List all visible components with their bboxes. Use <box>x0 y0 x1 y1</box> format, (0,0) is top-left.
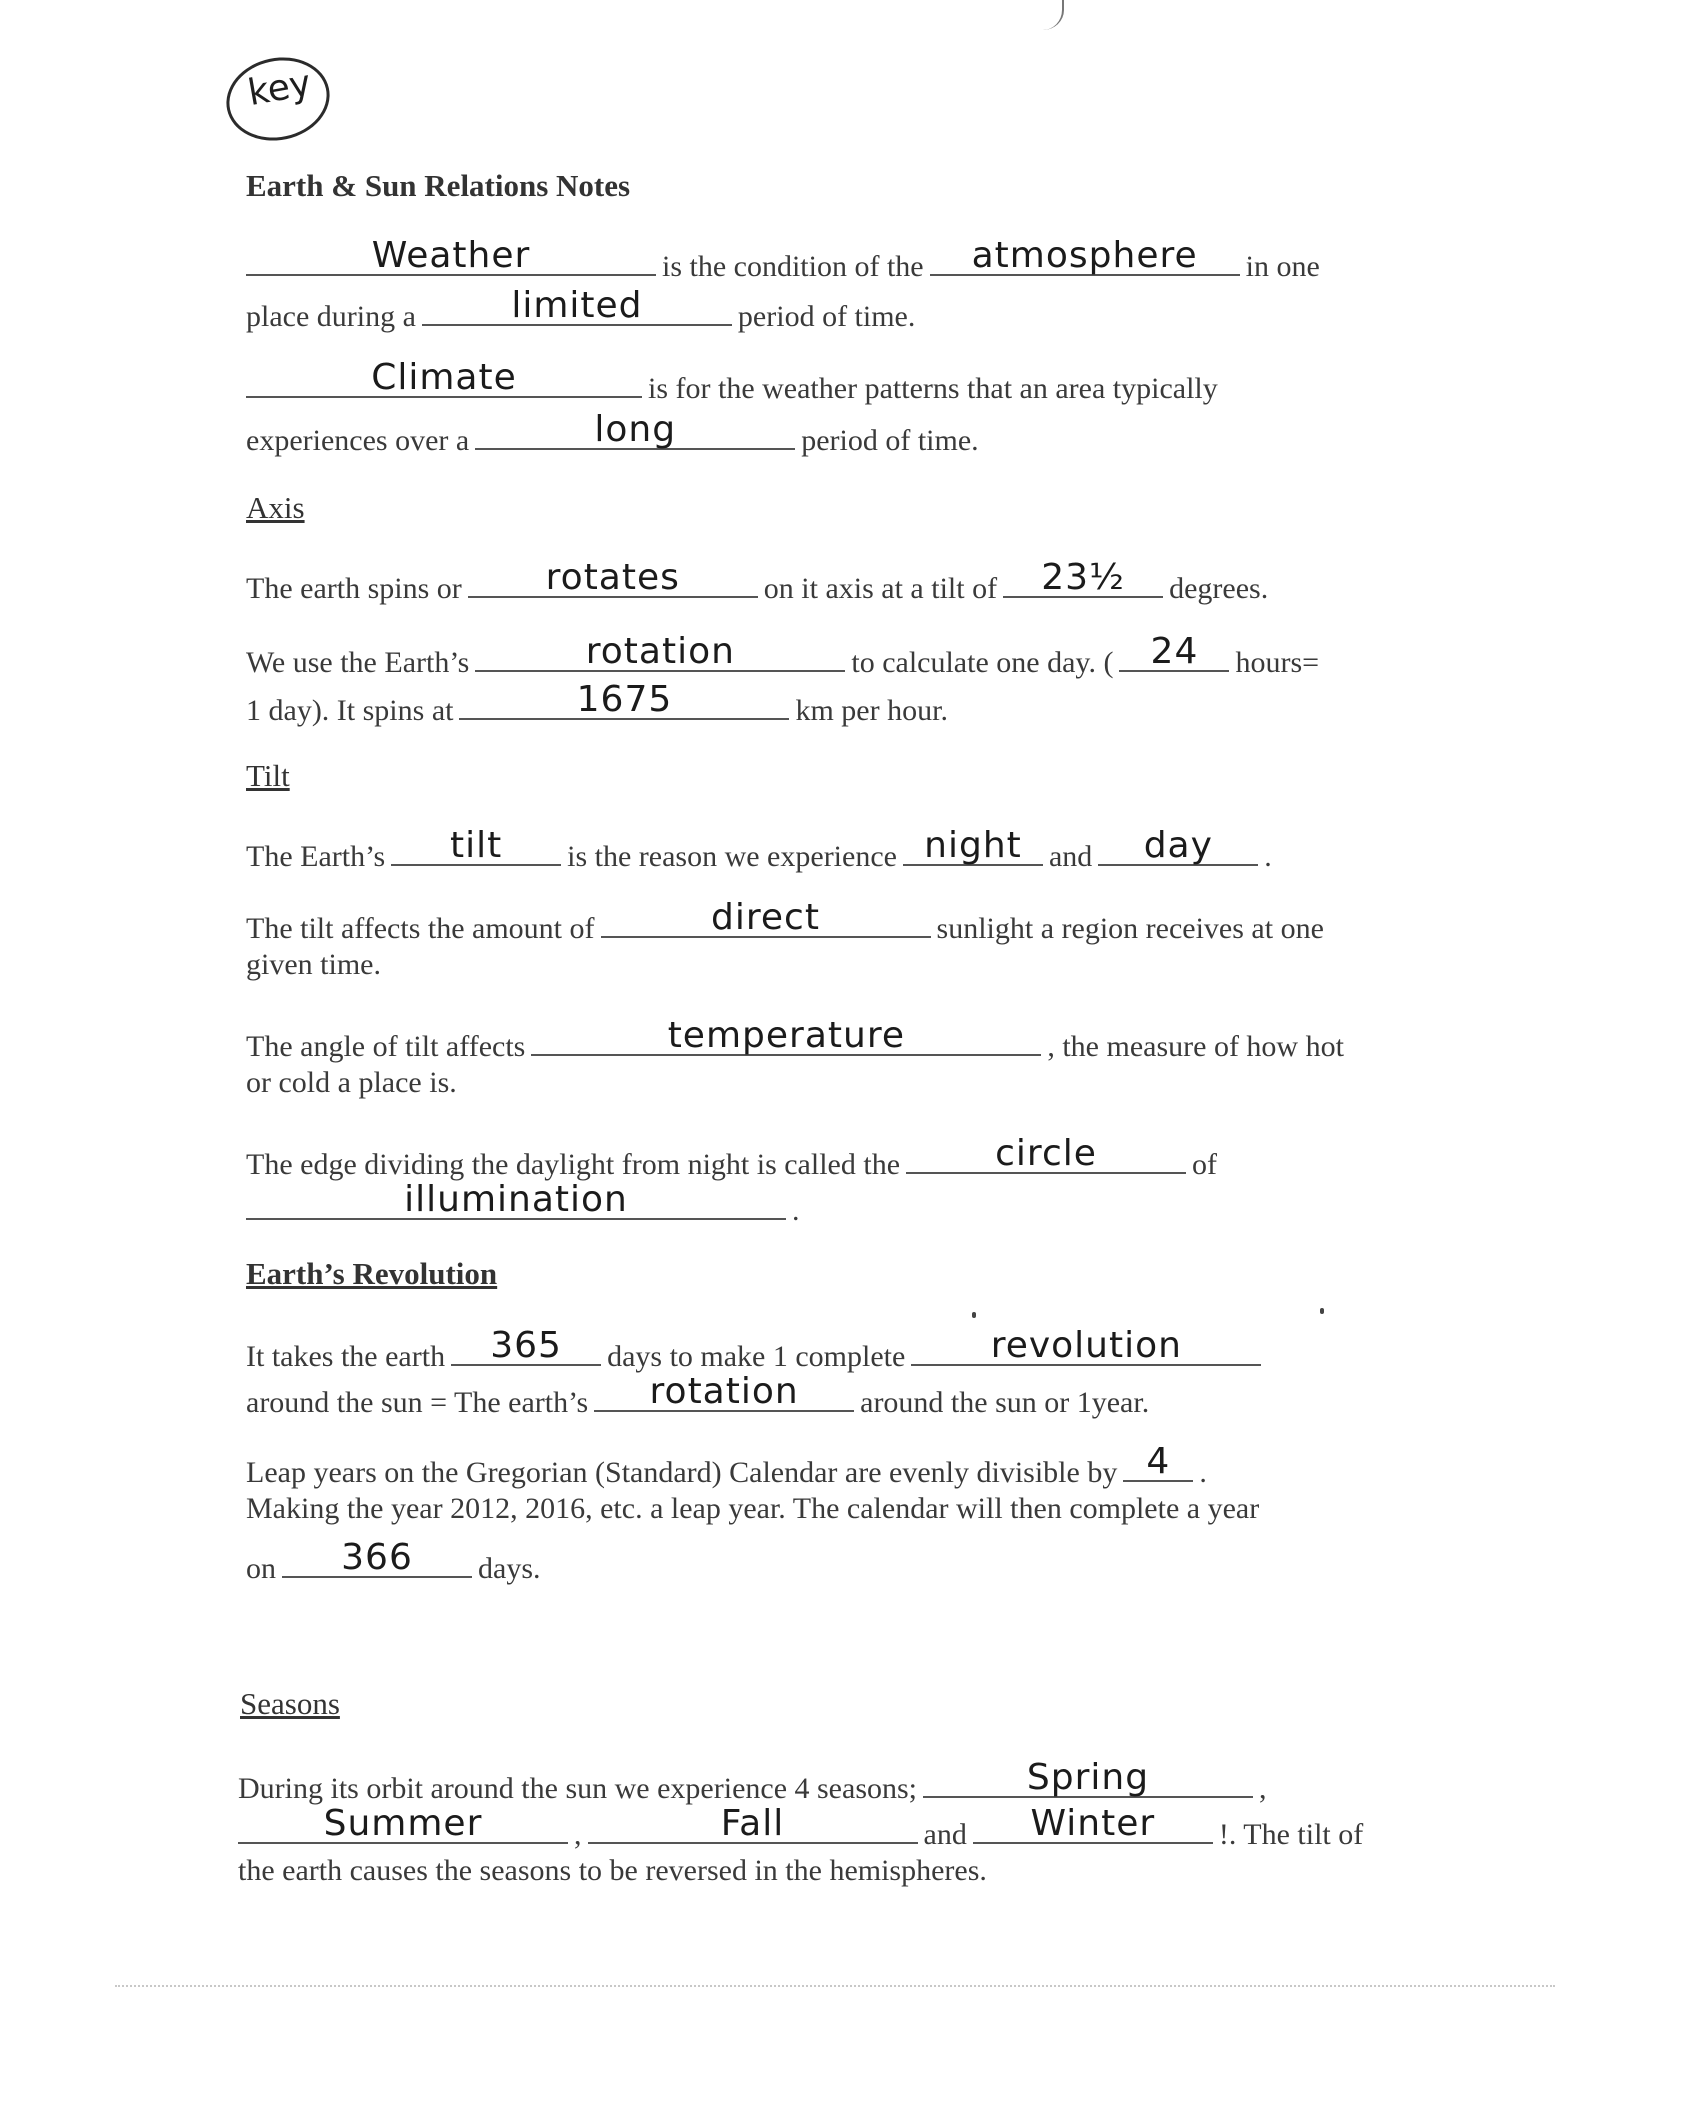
intro-text-4a: experiences over a <box>246 424 470 457</box>
answer-blank-spring[interactable] <box>923 1757 1253 1798</box>
answer-limited: limited <box>511 285 643 326</box>
axis-text-1c: degrees. <box>1169 572 1269 605</box>
axis-line-2 <box>246 631 1320 679</box>
answer-blank-winter[interactable] <box>973 1803 1213 1844</box>
axis-line-1 <box>246 557 1269 605</box>
heading-revolution: Earth’s Revolution <box>246 1256 498 1291</box>
scan-mark <box>1022 0 1064 30</box>
answer-climate: Climate <box>371 357 517 398</box>
axis-text-3a: 1 day). It spins at <box>246 694 454 727</box>
intro-text-2b: period of time. <box>737 300 916 333</box>
answer-day: day <box>1143 825 1213 866</box>
answer-blank-fall[interactable] <box>588 1803 918 1844</box>
axis-text-1a: The earth spins or <box>246 572 462 605</box>
intro-text-1b: in one <box>1245 250 1320 283</box>
answer-spring: Spring <box>1026 1757 1150 1798</box>
answer-speed: 1675 <box>576 679 673 720</box>
answer-winter: Winter <box>1030 1803 1156 1844</box>
tilt-line-7 <box>246 1179 800 1227</box>
answer-direct: direct <box>711 897 820 938</box>
seasons-text-1a: During its orbit around the sun we experience 4 seasons; <box>238 1772 917 1805</box>
answer-atmosphere: atmosphere <box>971 235 1198 276</box>
tilt-text-1c: and <box>1048 840 1093 873</box>
revolution-text-1b: days to make 1 complete <box>607 1340 906 1373</box>
answer-blank-hours[interactable] <box>1119 631 1229 672</box>
tilt-text-2a: The tilt affects the amount of <box>246 912 595 945</box>
intro-line-4 <box>246 409 979 457</box>
answer-blank-tilt[interactable] <box>391 825 561 866</box>
intro-line-2 <box>246 285 916 333</box>
worksheet-title: Earth & Sun Relations Notes <box>246 168 631 203</box>
revolution-text-2b: around the sun or 1year. <box>860 1386 1150 1419</box>
tilt-line-6 <box>246 1133 1218 1181</box>
answer-rotates: rotates <box>545 557 680 598</box>
seasons-text-2end: !. The tilt of <box>1218 1818 1364 1851</box>
seasons-line-1 <box>238 1757 1267 1805</box>
answer-blank-limited[interactable] <box>422 285 732 326</box>
answer-blank-rotation-day[interactable] <box>475 631 845 672</box>
answer-blank-tilt-degrees[interactable] <box>1003 557 1163 598</box>
tilt-text-6a: The edge dividing the daylight from night is called the <box>246 1148 901 1181</box>
answer-blank-weather[interactable] <box>246 235 656 276</box>
revolution-line-4: Making the year 2012, 2016, etc. a leap year. The calendar will then complete a year <box>246 1492 1260 1525</box>
answer-illumination: illumination <box>404 1179 628 1220</box>
answer-blank-speed[interactable] <box>459 679 789 720</box>
tilt-line-1 <box>246 825 1272 873</box>
intro-text-3a: is for the weather patterns that an area typically <box>648 372 1218 405</box>
tilt-text-1b: is the reason we experience <box>567 840 897 873</box>
axis-text-2a: We use the Earth’s <box>246 646 470 679</box>
answer-hours: 24 <box>1150 631 1199 672</box>
answer-tilt: tilt <box>450 825 503 866</box>
heading-seasons: Seasons <box>240 1686 340 1721</box>
answer-blank-climate[interactable] <box>246 357 642 398</box>
revolution-text-5b: days. <box>478 1552 541 1585</box>
answer-blank-circle[interactable] <box>906 1133 1186 1174</box>
tilt-line-3: given time. <box>246 948 381 981</box>
answer-circle: circle <box>995 1133 1097 1174</box>
answer-rotation-day: rotation <box>585 631 735 672</box>
revolution-line-1 <box>246 1325 1267 1373</box>
revolution-line-2 <box>246 1371 1150 1419</box>
revolution-text-1a: It takes the earth <box>246 1340 446 1373</box>
answer-blank-night[interactable] <box>903 825 1043 866</box>
answer-blank-rotation-year[interactable] <box>594 1371 854 1412</box>
tilt-line-5: or cold a place is. <box>246 1066 457 1099</box>
scan-speck <box>972 1312 976 1318</box>
answer-blank-divisor[interactable] <box>1123 1441 1193 1482</box>
tilt-text-7b: . <box>792 1194 800 1227</box>
answer-long: long <box>594 409 677 450</box>
heading-axis: Axis <box>246 490 305 525</box>
revolution-text-5a: on <box>246 1552 276 1585</box>
revolution-text-2a: around the sun = The earth’s <box>246 1386 589 1419</box>
axis-text-2c: hours= <box>1235 646 1320 679</box>
answer-blank-summer[interactable] <box>238 1803 568 1844</box>
intro-line-3 <box>246 357 1218 405</box>
seasons-line-2 <box>238 1803 1364 1851</box>
answer-tilt-degrees: 23½ <box>1041 557 1125 598</box>
scan-speck <box>1320 1308 1324 1314</box>
revolution-line-5 <box>246 1537 541 1585</box>
revolution-text-3a: Leap years on the Gregorian (Standard) Calendar are evenly divisible by <box>246 1456 1118 1489</box>
answer-365: 365 <box>490 1325 562 1366</box>
heading-tilt: Tilt <box>246 758 290 793</box>
intro-text-1a: is the condition of the <box>662 250 924 283</box>
seasons-text-2sep: , <box>574 1818 582 1851</box>
revolution-line-3 <box>246 1441 1207 1489</box>
answer-blank-365[interactable] <box>451 1325 601 1366</box>
answer-blank-day[interactable] <box>1098 825 1258 866</box>
answer-summer: Summer <box>323 1803 483 1844</box>
scan-bottom-rule <box>115 1985 1555 1987</box>
answer-divisor: 4 <box>1146 1441 1171 1482</box>
intro-text-2a: place during a <box>246 300 416 333</box>
tilt-text-1d: . <box>1264 840 1272 873</box>
answer-blank-illumination[interactable] <box>246 1179 786 1220</box>
seasons-text-1b: , <box>1259 1772 1267 1805</box>
tilt-text-4a: The angle of tilt affects <box>246 1030 526 1063</box>
seasons-text-2and: and <box>923 1818 967 1851</box>
answer-blank-rotates[interactable] <box>468 557 758 598</box>
revolution-text-3b: . <box>1199 1456 1207 1489</box>
intro-text-4b: period of time. <box>801 424 979 457</box>
tilt-line-2 <box>246 897 1324 945</box>
answer-fall: Fall <box>720 1803 785 1844</box>
tilt-line-4 <box>246 1015 1344 1063</box>
axis-text-2b: to calculate one day. ( <box>851 646 1114 679</box>
tilt-text-2b: sunlight a region receives at one <box>936 912 1324 945</box>
axis-text-1b: on it axis at a tilt of <box>763 572 998 605</box>
tilt-text-4b: , the measure of how hot <box>1047 1030 1344 1063</box>
answer-blank-direct[interactable] <box>601 897 931 938</box>
intro-line-1 <box>246 235 1320 283</box>
answer-night: night <box>924 825 1022 866</box>
answer-temperature: temperature <box>667 1015 905 1056</box>
answer-revolution: revolution <box>990 1325 1182 1366</box>
answer-366: 366 <box>341 1537 413 1578</box>
key-label: key <box>244 62 315 115</box>
answer-blank-atmosphere[interactable] <box>930 235 1240 276</box>
answer-blank-temperature[interactable] <box>531 1015 1041 1056</box>
answer-blank-long[interactable] <box>475 409 795 450</box>
axis-text-3b: km per hour. <box>795 694 948 727</box>
seasons-line-3: the earth causes the seasons to be reversed in the hemispheres. <box>238 1854 987 1887</box>
tilt-text-1a: The Earth’s <box>246 840 386 873</box>
answer-weather: Weather <box>371 235 531 276</box>
answer-rotation-year: rotation <box>649 1371 799 1412</box>
answer-blank-revolution[interactable] <box>911 1325 1261 1366</box>
answer-blank-366[interactable] <box>282 1537 472 1578</box>
axis-line-3 <box>246 679 948 727</box>
tilt-text-6b: of <box>1192 1148 1218 1181</box>
